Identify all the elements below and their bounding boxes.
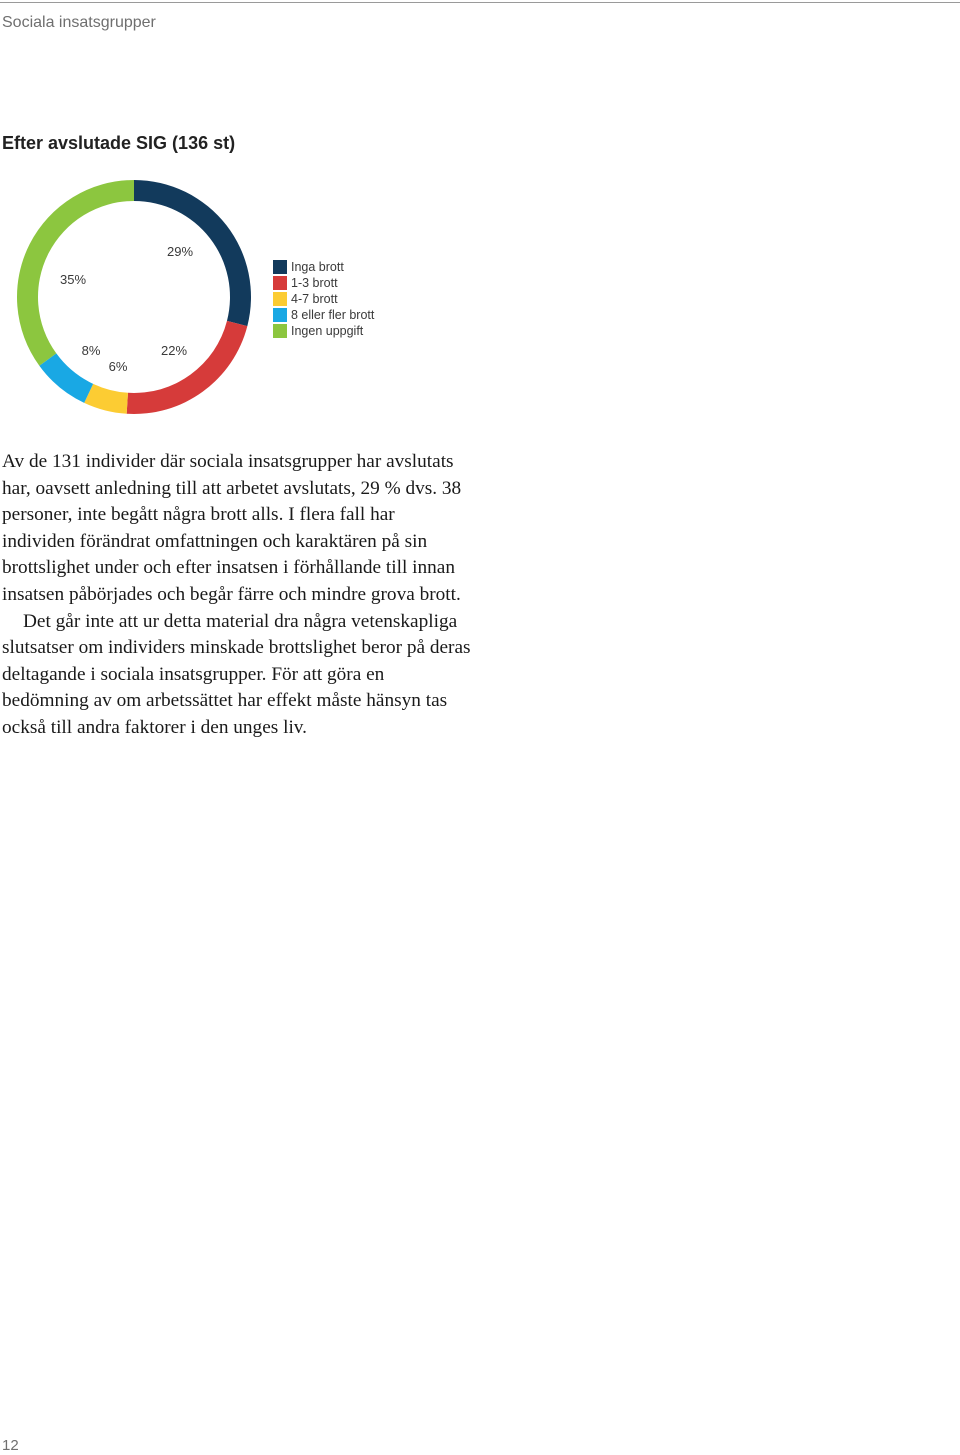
body-text [2,449,472,742]
legend-label: 8 eller fler brott [291,308,375,322]
running-head: Sociala insatsgrupper [2,14,156,31]
legend-label: Ingen uppgift [291,324,364,338]
paragraph-1: Av de 131 individer där sociala insatsgrupper har avslutats har, oavsett anledning till att arbetet avslutats, 29 % dvs. 38 personer, inte begått några brott alls. I flera fall har individen förändrat omfattningen och karaktären på sin brottslighet under och efter insatsen i förhållande till innan insatsen påbörjades och begår färre och mindre grova brott. [2,451,462,605]
legend-swatch [273,260,287,274]
donut-slices [17,180,251,414]
slice-8-eller-fler-brott [39,353,93,402]
slice-label: 22% [160,343,188,358]
legend-item [273,307,374,323]
legend-swatch [273,276,287,290]
donut-labels [60,244,193,374]
legend-swatch [273,308,287,322]
slice-label: 35% [59,272,87,287]
legend-label: 1-3 brott [291,276,338,290]
legend-item [273,323,374,339]
paragraph-2: Det går inte att ur detta material dra några vetenskapliga slutsatser om individers minskade brottslighet beror på deras deltagande i sociala insatsgrupper. För att göra en bedömning av om arbetssättet har effekt måste hänsyn tas också till andra faktorer i den unges liv. [2,610,471,738]
chart-title: Efter avslutade SIG (136 st) [2,133,236,153]
top-rule [0,2,960,3]
chart-legend [273,259,374,339]
legend-swatch [273,324,287,338]
legend-item [273,259,374,275]
legend-item [273,291,374,307]
legend-item [273,275,374,291]
legend-label: Inga brott [291,260,344,274]
slice-label: 29% [166,244,194,259]
donut-chart [0,170,260,430]
legend-swatch [273,292,287,306]
slice-1-3-brott [127,321,248,414]
slice-label: 6% [108,359,128,374]
page-number: 12 [2,1437,19,1454]
slice-label: 8% [81,343,101,358]
legend-label: 4-7 brott [291,292,338,306]
